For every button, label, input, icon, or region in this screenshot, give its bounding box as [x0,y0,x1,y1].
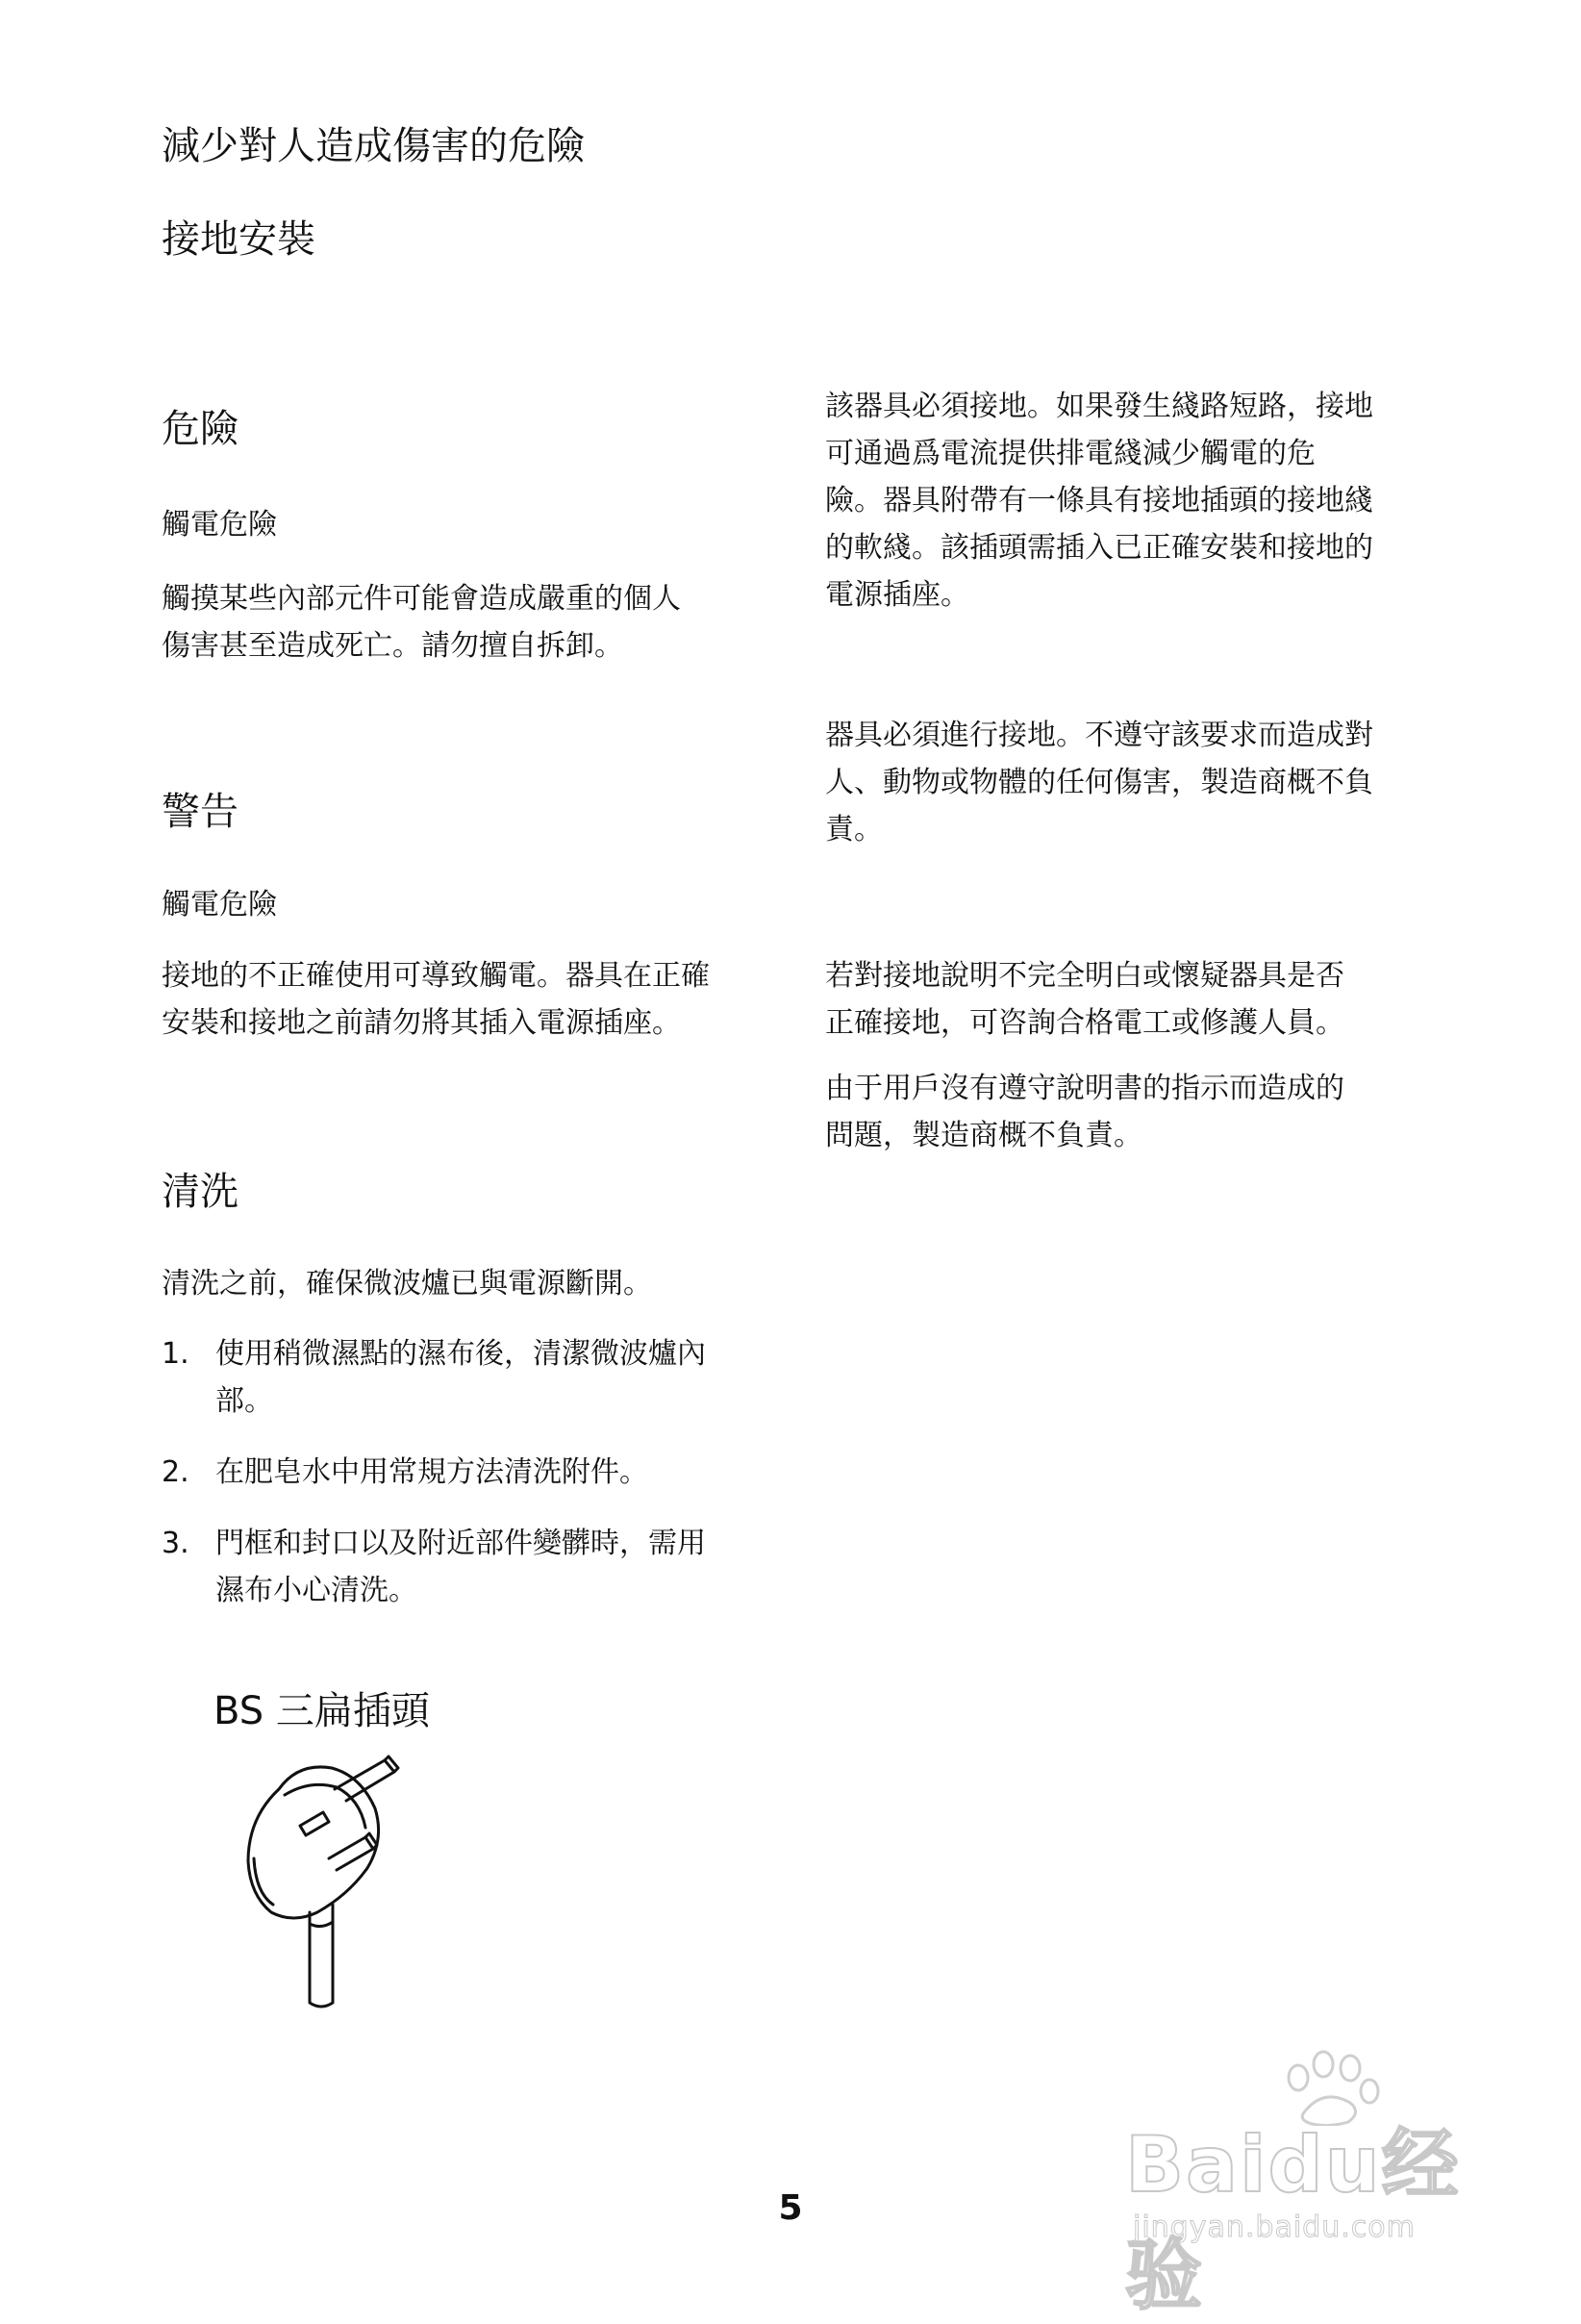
text-line: 若對接地說明不完全明白或懷疑器具是否 [825,959,1344,993]
page-number: 5 [778,2188,803,2228]
text-line: 接地的不正確使用可導致觸電。器具在正確 [162,959,710,993]
list-number: 1. [162,1337,189,1371]
text-line: 安裝和接地之前請勿將其插入電源插座。 [162,1006,681,1040]
text-line: 傷害甚至造成死亡。請勿擅自拆卸。 [162,629,623,663]
list-item [162,1330,777,1425]
danger-heading: 危險 [162,407,238,451]
danger-label: 觸電危險 [162,508,277,542]
text-line: 濕布小心清洗。 [215,1574,417,1607]
text-line: 使用稍微濕點的濕布後，清潔微波爐內 [215,1337,706,1371]
text-line: 電源插座。 [825,578,969,612]
page-title: 減少對人造成傷害的危險 [162,124,585,168]
baidu-watermark [1125,2049,1491,2320]
grounding-paragraph-1 [825,383,1441,619]
text-line: 器具必須進行接地。不遵守該要求而造成對 [825,719,1373,752]
plug-title: BS 三扁插頭 [213,1689,430,1733]
list-item [162,1449,777,1496]
warning-heading: 警告 [162,790,238,834]
cleaning-intro: 清洗之前，確保微波爐已與電源斷開。 [162,1267,652,1301]
text-line: 觸摸某些內部元件可能會造成嚴重的個人 [162,582,681,616]
text-line: 在肥皂水中用常規方法清洗附件。 [215,1455,648,1489]
list-number: 3. [162,1527,189,1560]
grounding-paragraph-2 [825,712,1441,853]
list-number: 2. [162,1455,189,1489]
three-pin-plug-icon [240,1751,414,2015]
watermark-logo-text: Baidu经验 [1125,2120,1461,2320]
text-line: 的軟綫。該插頭需插入已正確安裝和接地的 [825,531,1373,565]
text-line: 可通過爲電流提供排電綫減少觸電的危 [825,437,1316,470]
warning-text [162,952,777,1047]
text-line: 險。器具附帶有一條具有接地插頭的接地綫 [825,484,1373,518]
list-item [162,1520,777,1614]
text-line: 責。 [825,813,883,846]
section-subtitle: 接地安裝 [162,217,315,262]
text-line: 門框和封口以及附近部件變髒時，需用 [215,1527,706,1560]
text-line: 部。 [215,1384,273,1418]
cleaning-heading: 清洗 [162,1170,238,1214]
text-line: 該器具必須接地。如果發生綫路短路，接地 [825,390,1373,423]
danger-text [162,575,777,669]
grounding-paragraph-4 [825,1065,1441,1159]
grounding-paragraph-3 [825,952,1441,1047]
watermark-url: jingyan.baidu.com [1133,2210,1416,2244]
text-line: 問題，製造商概不負責。 [825,1119,1142,1152]
text-line: 正確接地，可咨詢合格電工或修護人員。 [825,1006,1344,1040]
text-line: 由于用戶沒有遵守說明書的指示而造成的 [825,1072,1344,1105]
text-line: 人、動物或物體的任何傷害，製造商概不負 [825,766,1373,799]
warning-label: 觸電危險 [162,888,277,922]
